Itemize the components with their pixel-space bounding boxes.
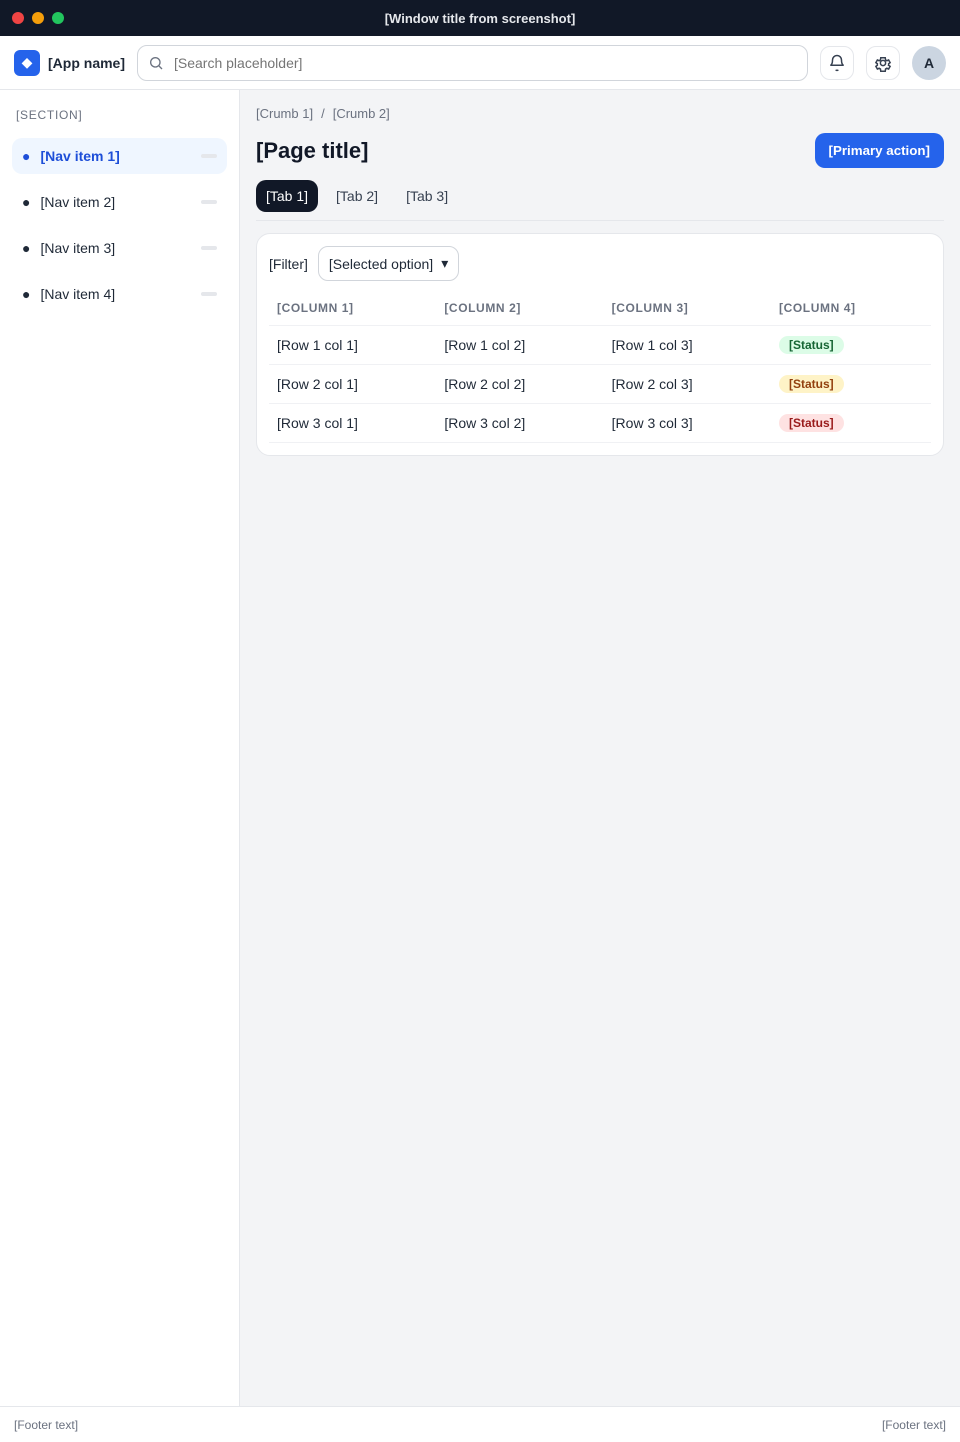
minimize-window-button[interactable] [32, 12, 44, 24]
table-toolbar [269, 246, 931, 281]
sidebar-item-1[interactable] [12, 138, 227, 174]
table-body [269, 326, 931, 443]
search-icon [148, 55, 164, 71]
avatar[interactable]: A [912, 46, 946, 80]
table-cell: [Row 3 col 2] [436, 404, 603, 443]
sidebar-item-label: [Nav item 4] [40, 286, 116, 302]
column-header[interactable]: [COLUMN 4] [771, 291, 931, 326]
table-row[interactable] [269, 365, 931, 404]
main-panel [240, 90, 960, 1406]
close-window-button[interactable] [12, 12, 24, 24]
sidebar-item-3[interactable] [12, 230, 227, 266]
table-cell [771, 326, 931, 365]
column-header[interactable]: [COLUMN 3] [604, 291, 771, 326]
search-input[interactable] [172, 54, 797, 72]
column-header[interactable]: [COLUMN 1] [269, 291, 436, 326]
sidebar [0, 90, 240, 1406]
breadcrumb [256, 106, 944, 121]
app-logo-icon: ◆ [14, 50, 40, 76]
table-row[interactable] [269, 326, 931, 365]
app-brand [14, 50, 125, 76]
primary-action-button[interactable]: [Primary action] [815, 133, 944, 168]
bell-icon [828, 54, 846, 72]
sidebar-item-label: [Nav item 1] [40, 148, 120, 164]
window-controls [12, 12, 64, 24]
settings-button[interactable] [866, 46, 900, 80]
footer-left: [Footer text] [14, 1417, 79, 1432]
tab-3[interactable]: [Tab 3] [406, 188, 449, 204]
status-badge: [Status] [779, 336, 844, 354]
tab-2[interactable]: [Tab 2] [336, 188, 379, 204]
data-table [269, 291, 931, 443]
sidebar-section-title: [SECTION] [16, 108, 83, 122]
notifications-button[interactable] [820, 46, 854, 80]
nav-dot-icon: ● [22, 148, 31, 164]
tabs [256, 180, 944, 221]
status-badge: [Status] [779, 414, 844, 432]
footer [0, 1406, 960, 1442]
table-cell: [Row 1 col 1] [269, 326, 436, 365]
header-row [256, 133, 944, 168]
table-cell: [Row 1 col 3] [604, 326, 771, 365]
table-cell: [Row 3 col 1] [269, 404, 436, 443]
tab-1[interactable]: [Tab 1] [256, 180, 318, 212]
table-cell: [Row 2 col 3] [604, 365, 771, 404]
table-cell: [Row 2 col 2] [436, 365, 603, 404]
filter-label: [Filter] [269, 255, 308, 272]
breadcrumb-separator: / [321, 106, 325, 121]
breadcrumb-item[interactable]: [Crumb 2] [332, 106, 390, 121]
table-head [269, 291, 931, 326]
table-cell: [Row 2 col 1] [269, 365, 436, 404]
table-cell: [Row 3 col 3] [604, 404, 771, 443]
nav-dot-icon: ● [22, 194, 31, 210]
table-row[interactable] [269, 404, 931, 443]
sidebar-item-badge [201, 200, 217, 204]
nav-dot-icon: ● [22, 286, 31, 302]
breadcrumb-item[interactable]: [Crumb 1] [256, 106, 314, 121]
sidebar-item-label: [Nav item 2] [40, 194, 116, 210]
sidebar-item-badge [201, 154, 217, 158]
window-title: [Window title from screenshot] [384, 10, 576, 26]
table-cell: [Row 1 col 2] [436, 326, 603, 365]
content-area [0, 90, 960, 1406]
maximize-window-button[interactable] [52, 12, 64, 24]
gear-icon [874, 54, 892, 72]
column-header[interactable]: [COLUMN 2] [436, 291, 603, 326]
app-name: [App name] [48, 54, 125, 71]
sidebar-item-badge [201, 246, 217, 250]
table-cell [771, 404, 931, 443]
table-cell [771, 365, 931, 404]
window-titlebar [0, 0, 960, 36]
chevron-down-icon: ▾ [441, 255, 449, 271]
sidebar-item-2[interactable] [12, 184, 227, 220]
data-card [256, 233, 944, 456]
status-badge: [Status] [779, 375, 844, 393]
footer-right: [Footer text] [881, 1417, 946, 1432]
page-title: [Page title] [256, 137, 369, 163]
nav-dot-icon: ● [22, 240, 31, 256]
table-header-row [269, 291, 931, 326]
top-bar [0, 36, 960, 90]
sidebar-item-badge [201, 292, 217, 296]
filter-select[interactable] [318, 246, 459, 281]
sidebar-item-label: [Nav item 3] [40, 240, 116, 256]
sidebar-item-4[interactable] [12, 276, 227, 312]
search-box[interactable] [137, 45, 808, 81]
filter-value: [Selected option] [328, 255, 434, 272]
